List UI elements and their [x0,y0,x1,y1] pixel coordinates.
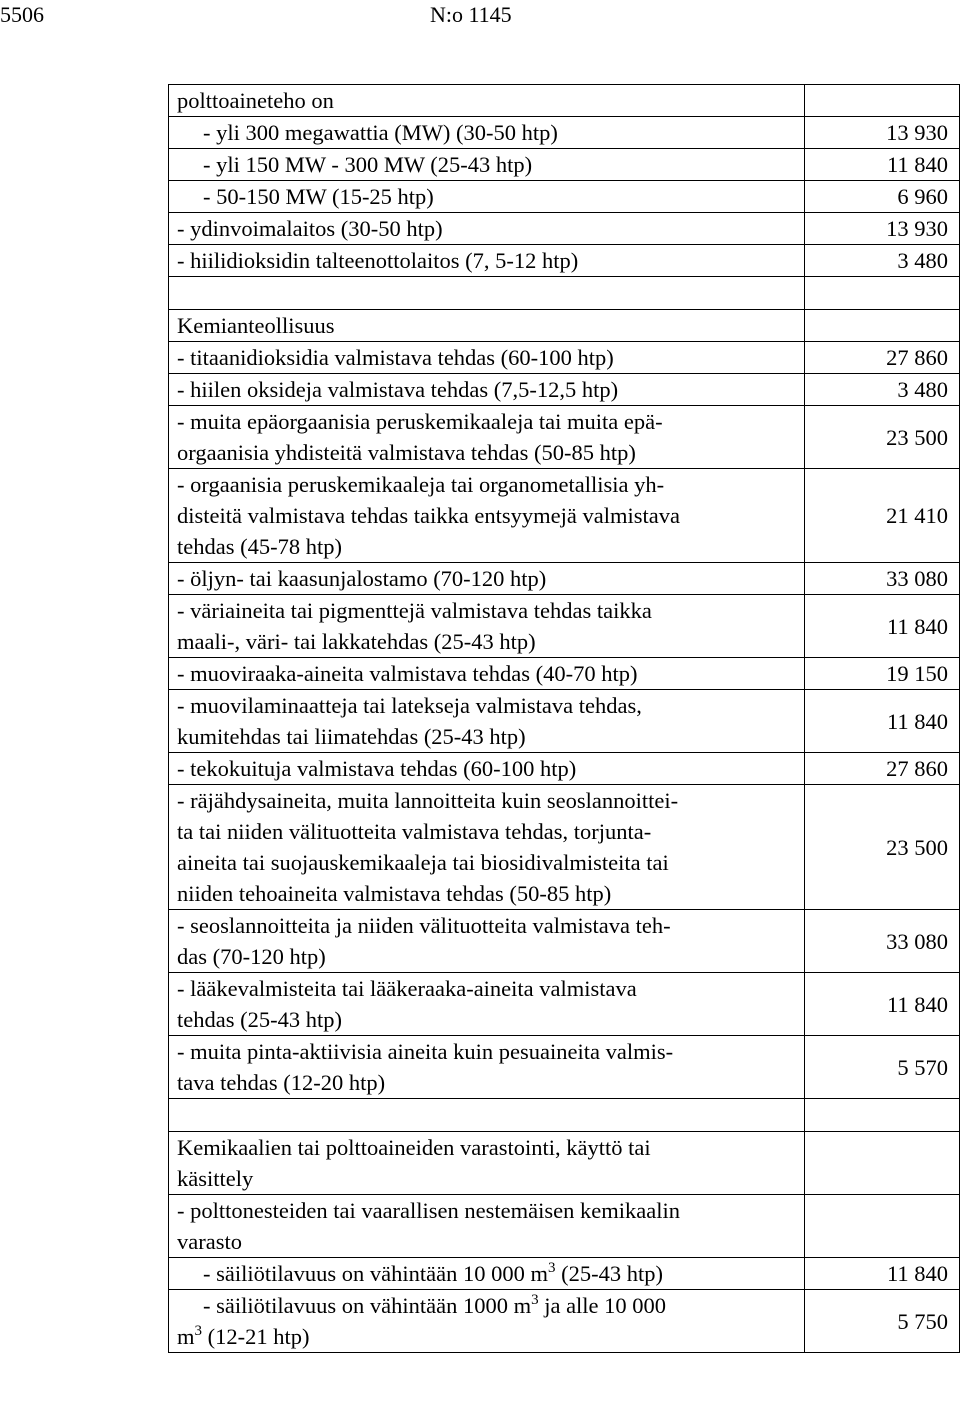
table-row [169,658,960,690]
fee-amount [805,1099,960,1132]
fee-table [168,84,960,1353]
fee-amount: 11 840 [805,595,960,658]
table-row [169,1132,960,1195]
storage-text: ja alle 10 000 [538,1293,667,1318]
fee-amount: 13 930 [805,213,960,245]
activity-description: polttoaineteho on [169,85,805,117]
activity-description: - tekokuituja valmistava tehdas (60-100 htp) [169,753,805,785]
table-row [169,563,960,595]
activity-description: - yli 150 MW - 300 MW (25-43 htp) [169,149,805,181]
fee-amount: 13 930 [805,117,960,149]
table-row [169,342,960,374]
activity-description: - titaanidioksidia valmistava tehdas (60-100 htp) [169,342,805,374]
storage-text: - säiliötilavuus on vähintään 1000 m [203,1293,532,1318]
activity-description: - räjähdysaineita, muita lannoitteita kuin seoslannoittei- ta tai niiden välituotteita valmistava tehdas, torjunta- aineita tai suojauskemikaaleja tai biosidivalmisteita tai niiden tehoaineita valmistava tehdas (50-85 htp) [169,785,805,910]
fee-amount: 23 500 [805,406,960,469]
fee-amount: 33 080 [805,563,960,595]
table-row [169,245,960,277]
activity-description: - seoslannoitteita ja niiden välituotteita valmistava teh- das (70-120 htp) [169,910,805,973]
activity-description: - yli 300 megawattia (MW) (30-50 htp) [169,117,805,149]
activity-description: - väriaineita tai pigmenttejä valmistava tehdas taikka maali-, väri- tai lakkatehdas (25-43 htp) [169,595,805,658]
activity-description [169,1099,805,1132]
table-row [169,213,960,245]
table-row [169,1036,960,1099]
fee-amount: 11 840 [805,690,960,753]
activity-description: - ydinvoimalaitos (30-50 htp) [169,213,805,245]
activity-description [169,277,805,310]
activity-description [169,1290,805,1353]
storage-text: m [177,1324,195,1349]
fee-amount: 11 840 [805,149,960,181]
table-row [169,753,960,785]
table-row [169,149,960,181]
table-row [169,181,960,213]
fee-amount: 11 840 [805,1258,960,1290]
activity-description: - hiilen oksideja valmistava tehdas (7,5-12,5 htp) [169,374,805,406]
fee-amount [805,85,960,117]
table-row [169,1258,960,1290]
table-row [169,310,960,342]
table-row [169,1195,960,1258]
fee-amount: 5 750 [805,1290,960,1353]
fee-amount [805,1195,960,1258]
table-row [169,973,960,1036]
fee-amount [805,310,960,342]
fee-amount [805,277,960,310]
table-row [169,85,960,117]
activity-description: - öljyn- tai kaasunjalostamo (70-120 htp) [169,563,805,595]
unit-exponent: 3 [531,1292,539,1308]
fee-amount: 3 480 [805,374,960,406]
fee-amount: 19 150 [805,658,960,690]
activity-description [169,1258,805,1290]
fee-amount: 27 860 [805,753,960,785]
fee-amount: 21 410 [805,469,960,563]
fee-amount: 27 860 [805,342,960,374]
activity-description: - muovilaminaatteja tai latekseja valmistava tehdas, kumitehdas tai liimatehdas (25-43 htp) [169,690,805,753]
activity-description: - muoviraaka-aineita valmistava tehdas (40-70 htp) [169,658,805,690]
table-blank-row [169,1099,960,1132]
fee-amount: 11 840 [805,973,960,1036]
activity-description: - lääkevalmisteita tai lääkeraaka-aineita valmistava tehdas (25-43 htp) [169,973,805,1036]
fee-amount: 3 480 [805,245,960,277]
table-row [169,595,960,658]
activity-description: - polttonesteiden tai vaarallisen nestemäisen kemikaalin varasto [169,1195,805,1258]
activity-description: - orgaanisia peruskemikaaleja tai organometallisia yh- disteitä valmistava tehdas taikka entsyymejä valmistava tehdas (45-78 htp) [169,469,805,563]
fee-table-body [169,85,960,1353]
storage-line-1 [177,1293,666,1318]
table-row [169,910,960,973]
fee-amount: 33 080 [805,910,960,973]
page-number: 5506 [0,2,44,27]
fee-amount: 23 500 [805,785,960,910]
unit-exponent: 3 [547,1260,556,1276]
storage-text: - säiliötilavuus on vähintään 10 000 m [203,1261,548,1286]
table-row [169,785,960,910]
fee-amount: 5 570 [805,1036,960,1099]
table-blank-row [169,277,960,310]
activity-description: Kemikaalien tai polttoaineiden varastointi, käyttö tai käsittely [169,1132,805,1195]
storage-line-2 [177,1324,310,1349]
storage-line-1 [177,1261,663,1286]
storage-text: (25-43 htp) [555,1261,663,1286]
unit-exponent: 3 [194,1323,203,1339]
activity-description: - 50-150 MW (15-25 htp) [169,181,805,213]
document-number: N:o 1145 [430,2,512,27]
fee-amount [805,1132,960,1195]
activity-description: - muita epäorgaanisia peruskemikaaleja tai muita epä- orgaanisia yhdisteitä valmistava tehdas (50-85 htp) [169,406,805,469]
table-row [169,690,960,753]
activity-description: Kemianteollisuus [169,310,805,342]
table-row [169,117,960,149]
table-row [169,406,960,469]
table-row [169,1290,960,1353]
table-row [169,374,960,406]
activity-description: - muita pinta-aktiivisia aineita kuin pesuaineita valmis- tava tehdas (12-20 htp) [169,1036,805,1099]
storage-text: (12-21 htp) [202,1324,310,1349]
activity-description: - hiilidioksidin talteenottolaitos (7, 5-12 htp) [169,245,805,277]
fee-amount: 6 960 [805,181,960,213]
table-row [169,469,960,563]
